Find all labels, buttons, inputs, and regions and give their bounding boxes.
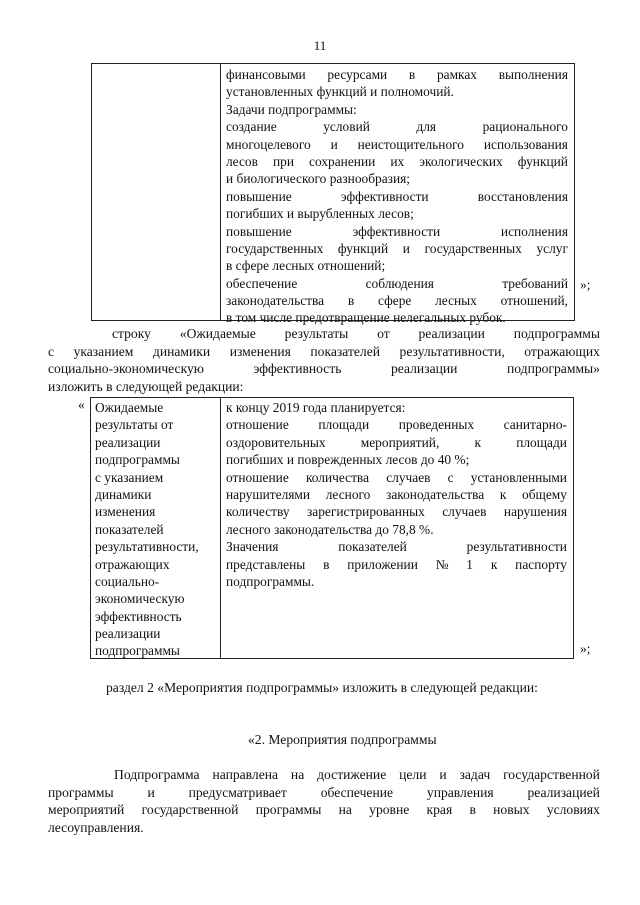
text-line: повышение эффективности исполнения bbox=[226, 223, 568, 239]
text-line: с указанием динамики изменения показателей результативности, отражающих bbox=[48, 343, 600, 359]
quote-close-mark: »; bbox=[580, 277, 591, 292]
text-line: создание условий для рационального bbox=[226, 119, 568, 135]
section-instruction: раздел 2 «Мероприятия подпрограммы» изложить в следующей редакции: bbox=[106, 680, 538, 695]
text-line: многоцелевого и неистощительного использования bbox=[226, 136, 568, 152]
text-line: социально- bbox=[95, 573, 160, 589]
text-line: законодательства в сфере лесных отношений, bbox=[226, 293, 568, 309]
text-line: повышение эффективности восстановления bbox=[226, 188, 568, 204]
text-line: в сфере лесных отношений; bbox=[226, 258, 386, 274]
text-line: подпрограммы bbox=[95, 643, 180, 659]
text-line: отношение количества случаев с установленными bbox=[226, 469, 567, 485]
text-line: представлены в приложении № 1 к паспорту bbox=[226, 556, 567, 572]
text-line: подпрограммы bbox=[95, 452, 180, 468]
text-line: показателей bbox=[95, 521, 164, 537]
text-line: программы и предусматривает обеспечение управления реализацией bbox=[48, 784, 600, 800]
text-line: лесов при сохранении их экологических функций bbox=[226, 153, 568, 169]
text-line: социально-экономическую эффективность реализации подпрограммы» bbox=[48, 361, 600, 377]
row-label-cell bbox=[95, 399, 217, 660]
text-line: отношение площади проведенных санитарно- bbox=[226, 417, 567, 433]
expected-results-table bbox=[90, 397, 574, 659]
text-line: отражающих bbox=[95, 556, 170, 572]
text-line: нарушителями лесного законодательства к общему bbox=[226, 486, 567, 502]
text-line: лесного законодательства до 78,8 %. bbox=[226, 521, 434, 537]
section-heading: «2. Мероприятия подпрограммы bbox=[248, 732, 437, 747]
text-line: в том числе предотвращение нелегальных рубок. bbox=[226, 310, 506, 326]
text-line: обеспечение соблюдения требований bbox=[226, 275, 568, 291]
text-line: оздоровительных мероприятий, к площади bbox=[226, 434, 567, 450]
quote-open-mark: « bbox=[78, 397, 85, 412]
page-number: 11 bbox=[313, 38, 327, 53]
text-line: динамики bbox=[95, 486, 152, 502]
text-line: Значения показателей результативности bbox=[226, 539, 567, 555]
text-line: государственных функций и государственных услуг bbox=[226, 240, 568, 256]
text-line: количеству зарегистрированных случаев нарушения bbox=[226, 504, 567, 520]
text-line: строку «Ожидаемые результаты от реализации подпрограммы bbox=[112, 326, 600, 341]
objectives-table bbox=[91, 63, 575, 326]
text-line: экономическую bbox=[95, 591, 185, 607]
text-line: изменения bbox=[95, 504, 156, 520]
text-line: установленных функций и полномочий. bbox=[226, 84, 454, 100]
body-paragraph bbox=[48, 766, 600, 836]
objectives-cell bbox=[226, 66, 568, 327]
text-line: реализации bbox=[95, 626, 161, 642]
text-line: результативности, bbox=[95, 539, 199, 555]
text-line: лесоуправления. bbox=[48, 819, 144, 835]
text-line: подпрограммы. bbox=[226, 573, 315, 589]
text-line: реализации bbox=[95, 434, 161, 450]
text-line: погибших и вырубленных лесов; bbox=[226, 206, 414, 222]
instruction-paragraph bbox=[48, 325, 600, 395]
text-line: результаты от bbox=[95, 417, 174, 433]
table-column-divider bbox=[220, 64, 221, 320]
text-line: финансовыми ресурсами в рамках выполнения bbox=[226, 67, 568, 82]
text-line: погибших и поврежденных лесов до 40 %; bbox=[226, 452, 470, 468]
text-line: мероприятий государственной программы на уровне края в новых условиях bbox=[48, 802, 600, 818]
text-line: и биологического разнообразия; bbox=[226, 171, 410, 187]
text-line: изложить в следующей редакции: bbox=[48, 378, 244, 394]
text-line: к концу 2019 года планируется: bbox=[226, 400, 406, 415]
table-column-divider bbox=[220, 398, 221, 658]
text-line: Задачи подпрограммы: bbox=[226, 101, 357, 117]
text-line: эффективность bbox=[95, 608, 182, 624]
text-line: Подпрограмма направлена на достижение цели и задач государственной bbox=[114, 767, 600, 782]
row-value-cell bbox=[226, 399, 567, 590]
quote-close-mark: »; bbox=[580, 641, 591, 656]
text-line: с указанием bbox=[95, 469, 164, 485]
text-line: Ожидаемые bbox=[95, 400, 164, 415]
